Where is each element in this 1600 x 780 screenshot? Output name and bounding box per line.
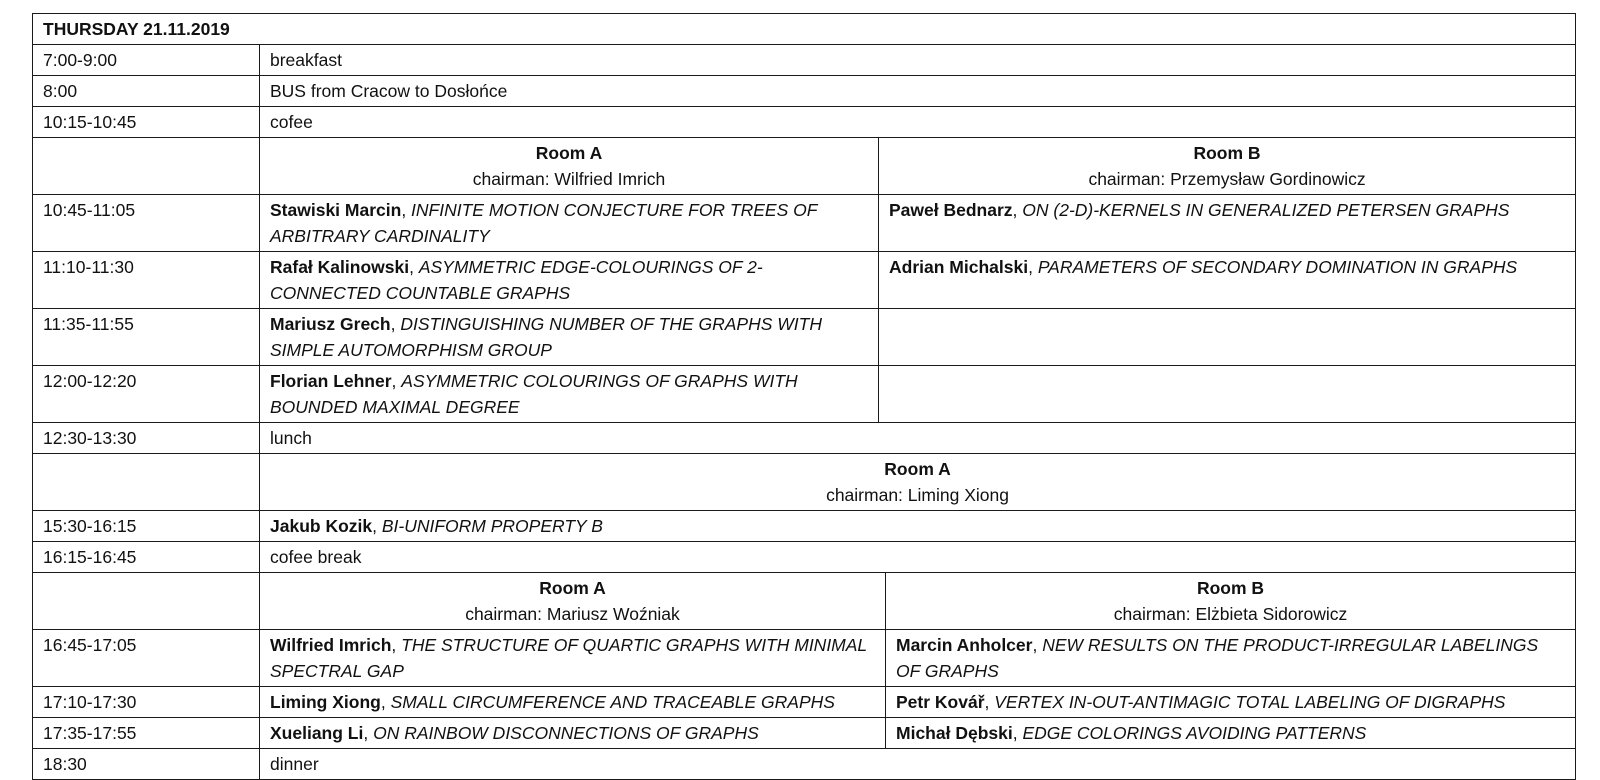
talk-cell-b-empty [879, 309, 1576, 366]
table-row [33, 511, 1576, 542]
talk-cell-a: Stawiski Marcin, INFINITE MOTION CONJECTURE FOR TREES OF ARBITRARY CARDINALITY [260, 195, 879, 252]
session-header-row [33, 573, 1576, 630]
talk-title: VERTEX IN-OUT-ANTIMAGIC TOTAL LABELING OF DIGRAPHS [994, 692, 1506, 712]
chairman: chairman: Przemysław Gordinowicz [1088, 169, 1366, 189]
table-row [33, 45, 1576, 76]
schedule-table [32, 13, 1576, 780]
table-row [33, 107, 1576, 138]
event-cell: cofee break [260, 542, 1576, 573]
speaker: Petr Kovář [896, 692, 985, 712]
time-cell: 18:30 [33, 749, 260, 780]
talk-cell-a: Xueliang Li, ON RAINBOW DISCONNECTIONS OF GRAPHS [260, 718, 886, 749]
table-row [33, 195, 1576, 252]
talk-cell-a: Liming Xiong, SMALL CIRCUMFERENCE AND TRACEABLE GRAPHS [260, 687, 886, 718]
time-cell: 10:15-10:45 [33, 107, 260, 138]
table-row [33, 76, 1576, 107]
talk-cell: Jakub Kozik, BI-UNIFORM PROPERTY B [260, 511, 1576, 542]
room-b-header [886, 573, 1576, 630]
speaker: Liming Xiong [270, 692, 381, 712]
room-name: Room A [535, 143, 603, 163]
room-a-header [260, 454, 1576, 511]
speaker: Jakub Kozik [270, 516, 373, 536]
chairman: chairman: Liming Xiong [826, 485, 1009, 505]
table-row [33, 718, 1576, 749]
talk-title: INFINITE MOTION CONJECTURE FOR TREES OF ARBITRARY CARDINALITY [270, 200, 818, 246]
time-cell: 17:10-17:30 [33, 687, 260, 718]
talk-title: EDGE COLORINGS AVOIDING PATTERNS [1022, 723, 1367, 743]
table-row [33, 749, 1576, 780]
speaker: Michał Dębski [896, 723, 1013, 743]
event-cell: lunch [260, 423, 1576, 454]
room-b-header [879, 138, 1576, 195]
talk-title: ASYMMETRIC COLOURINGS OF GRAPHS WITH BOUNDED MAXIMAL DEGREE [270, 371, 798, 417]
speaker: Rafał Kalinowski [270, 257, 410, 277]
speaker: Adrian Michalski [889, 257, 1029, 277]
schedule-sheet [32, 13, 1575, 780]
day-title: THURSDAY 21.11.2019 [33, 14, 1576, 45]
talk-title: NEW RESULTS ON THE PRODUCT-IRREGULAR LABELINGS OF GRAPHS [896, 635, 1539, 681]
table-row [33, 309, 1576, 366]
speaker: Xueliang Li [270, 723, 364, 743]
room-name: Room A [884, 459, 951, 479]
table-row [33, 252, 1576, 309]
talk-title: SMALL CIRCUMFERENCE AND TRACEABLE GRAPHS [390, 692, 835, 712]
time-cell-empty [33, 573, 260, 630]
speaker: Stawiski Marcin [270, 200, 402, 220]
speaker: Florian Lehner [270, 371, 392, 391]
table-row [33, 687, 1576, 718]
event-cell: breakfast [260, 45, 1576, 76]
table-row [33, 366, 1576, 423]
room-name: Room B [1193, 143, 1261, 163]
event-cell: dinner [260, 749, 1576, 780]
day-title-row [33, 14, 1576, 45]
talk-title: BI-UNIFORM PROPERTY B [381, 516, 603, 536]
time-cell: 12:00-12:20 [33, 366, 260, 423]
table-row [33, 423, 1576, 454]
time-cell: 16:45-17:05 [33, 630, 260, 687]
talk-title: DISTINGUISHING NUMBER OF THE GRAPHS WITH SIMPLE AUTOMORPHISM GROUP [270, 314, 822, 360]
event-cell: BUS from Cracow to Dosłońce [260, 76, 1576, 107]
time-cell: 11:35-11:55 [33, 309, 260, 366]
chairman: chairman: Mariusz Woźniak [465, 604, 680, 624]
event-cell: cofee [260, 107, 1576, 138]
talk-title: ON (2-D)-KERNELS IN GENERALIZED PETERSEN GRAPHS [1022, 200, 1510, 220]
room-name: Room A [539, 578, 606, 598]
talk-title: THE STRUCTURE OF QUARTIC GRAPHS WITH MINIMAL SPECTRAL GAP [270, 635, 867, 681]
room-a-header [260, 138, 879, 195]
table-row [33, 630, 1576, 687]
talk-cell-b: Petr Kovář, VERTEX IN-OUT-ANTIMAGIC TOTAL LABELING OF DIGRAPHS [886, 687, 1576, 718]
talk-cell-a: Florian Lehner, ASYMMETRIC COLOURINGS OF GRAPHS WITH BOUNDED MAXIMAL DEGREE [260, 366, 879, 423]
talk-cell-b: Paweł Bednarz, ON (2-D)-KERNELS IN GENERALIZED PETERSEN GRAPHS [879, 195, 1576, 252]
speaker: Mariusz Grech [270, 314, 391, 334]
time-cell: 7:00-9:00 [33, 45, 260, 76]
room-name: Room B [1196, 578, 1265, 598]
speaker: Paweł Bednarz [889, 200, 1013, 220]
speaker: Marcin Anholcer [896, 635, 1033, 655]
time-cell: 16:15-16:45 [33, 542, 260, 573]
talk-title: PARAMETERS OF SECONDARY DOMINATION IN GRAPHS [1037, 257, 1518, 277]
talk-cell-b: Michał Dębski, EDGE COLORINGS AVOIDING PATTERNS [886, 718, 1576, 749]
time-cell: 8:00 [33, 76, 260, 107]
talk-title: ON RAINBOW DISCONNECTIONS OF GRAPHS [373, 723, 759, 743]
room-a-header [260, 573, 886, 630]
table-row [33, 542, 1576, 573]
time-cell: 10:45-11:05 [33, 195, 260, 252]
chairman: chairman: Wilfried Imrich [472, 169, 666, 189]
time-cell-empty [33, 138, 260, 195]
talk-cell-b: Marcin Anholcer, NEW RESULTS ON THE PRODUCT-IRREGULAR LABELINGS OF GRAPHS [886, 630, 1576, 687]
session-header-row [33, 454, 1576, 511]
talk-cell-a: Rafał Kalinowski, ASYMMETRIC EDGE-COLOURINGS OF 2-CONNECTED COUNTABLE GRAPHS [260, 252, 879, 309]
talk-title: ASYMMETRIC EDGE-COLOURINGS OF 2-CONNECTED COUNTABLE GRAPHS [270, 257, 763, 303]
talk-cell-a: Mariusz Grech, DISTINGUISHING NUMBER OF THE GRAPHS WITH SIMPLE AUTOMORPHISM GROUP [260, 309, 879, 366]
time-cell: 17:35-17:55 [33, 718, 260, 749]
chairman: chairman: Elżbieta Sidorowicz [1113, 604, 1348, 624]
time-cell: 11:10-11:30 [33, 252, 260, 309]
time-cell: 12:30-13:30 [33, 423, 260, 454]
time-cell-empty [33, 454, 260, 511]
session-header-row [33, 138, 1576, 195]
speaker: Wilfried Imrich [270, 635, 392, 655]
time-cell: 15:30-16:15 [33, 511, 260, 542]
talk-cell-b-empty [879, 366, 1576, 423]
talk-cell-a: Wilfried Imrich, THE STRUCTURE OF QUARTIC GRAPHS WITH MINIMAL SPECTRAL GAP [260, 630, 886, 687]
talk-cell-b: Adrian Michalski, PARAMETERS OF SECONDARY DOMINATION IN GRAPHS [879, 252, 1576, 309]
